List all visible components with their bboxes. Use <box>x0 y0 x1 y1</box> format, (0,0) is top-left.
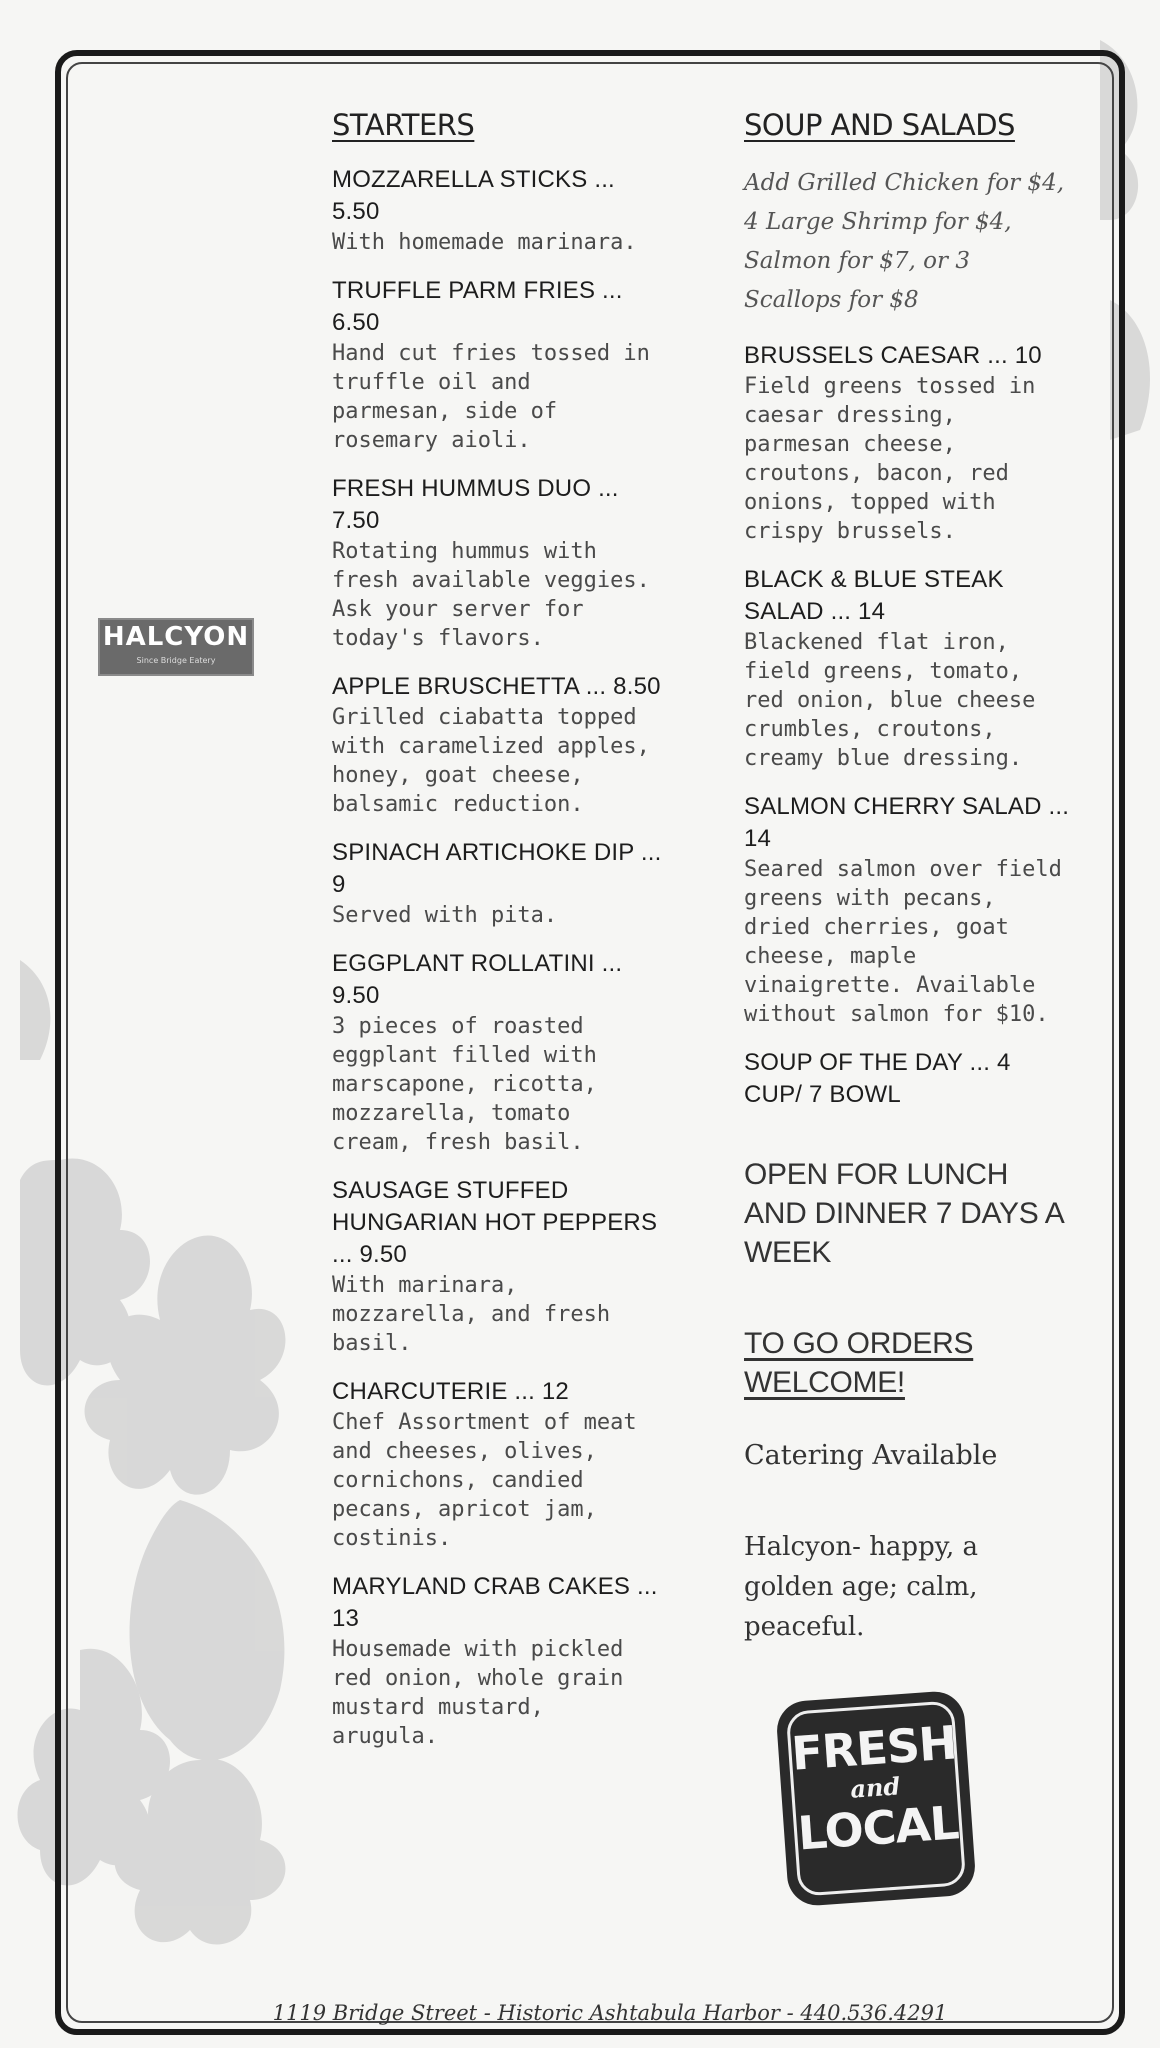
soups-column <box>744 108 1074 1647</box>
stamp-line-1: FRESH <box>789 1715 959 1781</box>
menu-item <box>332 1571 662 1751</box>
soups-title: SOUP AND SALADS <box>744 108 1015 142</box>
halcyon-logo <box>98 618 254 676</box>
menu-item-description: Grilled ciabatta topped with caramelized apples, honey, goat cheese, balsamic reduction. <box>332 705 650 817</box>
menu-item <box>332 164 662 257</box>
starters-title: STARTERS <box>332 108 475 142</box>
soups-list <box>744 340 1074 1111</box>
menu-item <box>332 671 662 819</box>
menu-item-name: SOUP OF THE DAY ... 4 CUP/ 7 BOWL <box>744 1049 1011 1108</box>
hours-text: OPEN FOR LUNCH AND DINNER 7 DAYS A WEEK <box>744 1158 1063 1269</box>
menu-item <box>332 948 662 1157</box>
menu-item-name: SPINACH ARTICHOKE DIP ... 9 <box>332 839 662 898</box>
menu-item <box>332 473 662 653</box>
menu-item-description: Blackened flat iron, field greens, tomato, red onion, blue cheese crumbles, croutons, creamy blue dressing. <box>744 630 1036 771</box>
menu-item <box>332 275 662 455</box>
menu-item-name: MARYLAND CRAB CAKES ... 13 <box>332 1573 658 1632</box>
menu-item <box>332 837 662 930</box>
menu-item <box>744 791 1074 1029</box>
menu-item <box>744 1047 1074 1111</box>
menu-item-name: SAUSAGE STUFFED HUNGARIAN HOT PEPPERS ... 9.50 <box>332 1177 658 1268</box>
menu-item-name: BRUSSELS CAESAR ... 10 <box>744 342 1042 369</box>
menu-item-name: CHARCUTERIE ... 12 <box>332 1378 569 1405</box>
menu-item-description: Field greens tossed in caesar dressing, parmesan cheese, croutons, bacon, red onions, topped with crispy brussels. <box>744 374 1036 544</box>
starters-list <box>332 164 662 1751</box>
to-go-text: TO GO ORDERS WELCOME! <box>744 1327 974 1399</box>
menu-item-description: Served with pita. <box>332 903 558 928</box>
menu-item <box>744 340 1074 546</box>
menu-item <box>332 1175 662 1358</box>
fresh-local-stamp <box>776 1696 976 1911</box>
address-footer: 1119 Bridge Street - Historic Ashtabula Harbor - 440.536.4291 <box>272 2001 948 2025</box>
menu-item-name: FRESH HUMMUS DUO ... 7.50 <box>332 475 619 534</box>
menu-item-name: BLACK & BLUE STEAK SALAD ... 14 <box>744 566 1004 625</box>
stamp-line-2: and <box>849 1771 902 1804</box>
menu-item <box>332 1376 662 1553</box>
menu-item-name: TRUFFLE PARM FRIES ... 6.50 <box>332 277 623 336</box>
logo-brand-text: HALCYON <box>102 622 250 652</box>
menu-item <box>744 564 1074 773</box>
add-protein-note: Add Grilled Chicken for $4, 4 Large Shrimp for $4, Salmon for $7, or 3 Scallops for $8 <box>744 170 1065 313</box>
menu-item-description: Housemade with pickled red onion, whole grain mustard mustard, arugula. <box>332 1637 624 1749</box>
stamp-line-3: LOCAL <box>796 1795 960 1861</box>
menu-item-description: With homemade marinara. <box>332 230 637 255</box>
menu-item-name: SALMON CHERRY SALAD ... 14 <box>744 793 1070 852</box>
starters-column <box>332 108 662 1769</box>
halcyon-definition: Halcyon- happy, a golden age; calm, peaceful. <box>744 1532 978 1642</box>
menu-item-description: Chef Assortment of meat and cheeses, olives, cornichons, candied pecans, apricot jam, costinis. <box>332 1410 637 1551</box>
menu-item-name: EGGPLANT ROLLATINI ... 9.50 <box>332 950 623 1009</box>
menu-item-description: With marinara, mozzarella, and fresh basil. <box>332 1273 611 1356</box>
menu-item-description: Seared salmon over field greens with pecans, dried cherries, goat cheese, maple vinaigrette. Available without salmon for $10. <box>744 857 1062 1027</box>
menu-item-name: MOZZARELLA STICKS ... 5.50 <box>332 166 615 225</box>
menu-item-name: APPLE BRUSCHETTA ... 8.50 <box>332 673 661 700</box>
menu-item-description: 3 pieces of roasted eggplant filled with marscapone, ricotta, mozzarella, tomato cream, fresh basil. <box>332 1014 597 1155</box>
menu-item-description: Hand cut fries tossed in truffle oil and parmesan, side of rosemary aioli. <box>332 341 650 453</box>
logo-tagline: Since Bridge Eatery <box>136 656 216 665</box>
menu-item-description: Rotating hummus with fresh available veggies. Ask your server for today's flavors. <box>332 539 650 651</box>
catering-text: Catering Available <box>744 1440 998 1471</box>
